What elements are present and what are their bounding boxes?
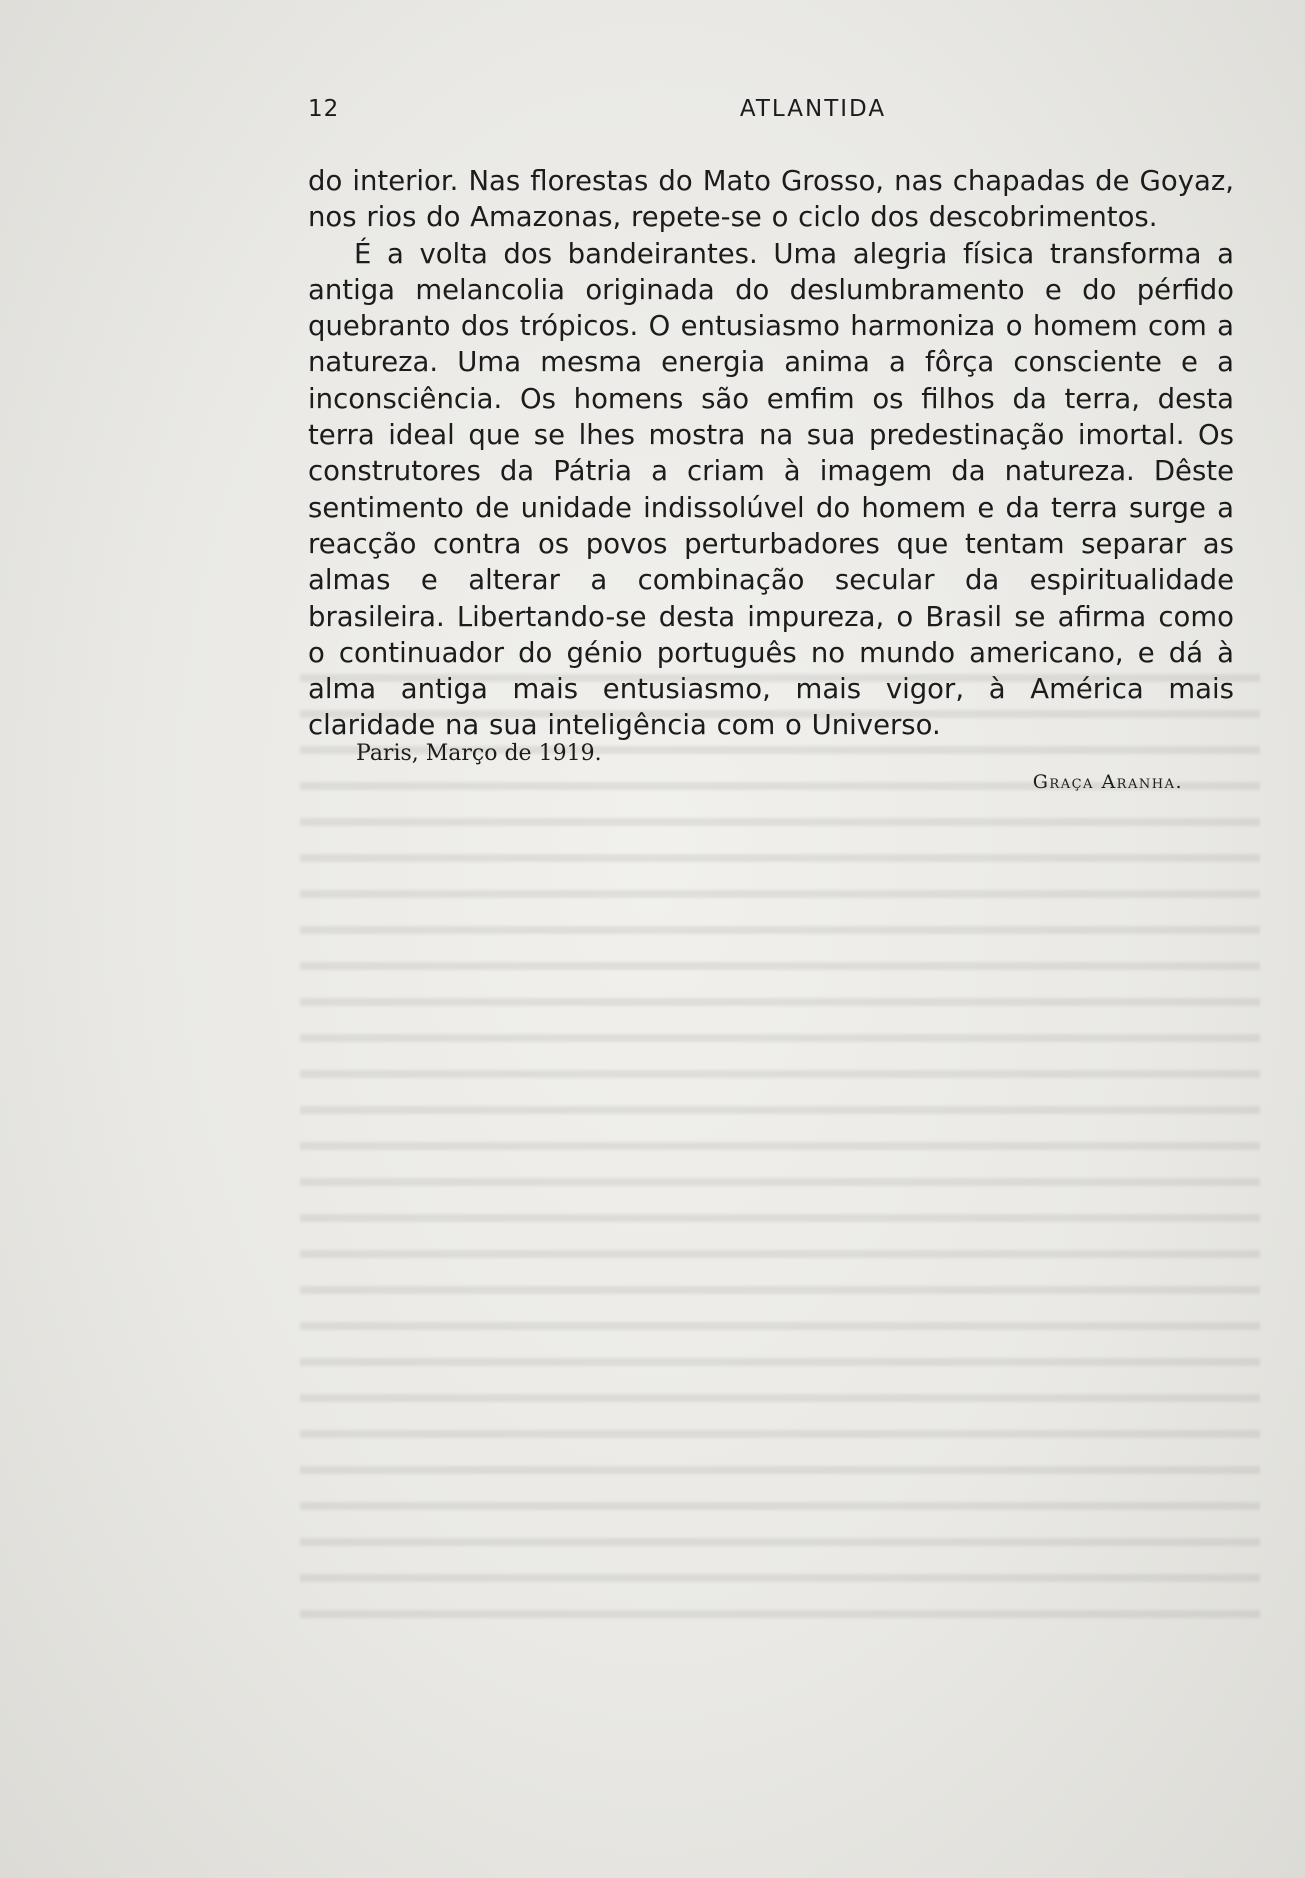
- body-text: [308, 163, 1234, 744]
- author-signature: Graça Aranha.: [1032, 771, 1183, 793]
- signature-block: [308, 741, 1238, 811]
- paragraph-2: É a volta dos bandeirantes. Uma alegria física transforma a antiga melancolia originada do deslumbramento e do pérfido quebranto dos trópicos. O entusiasmo harmoniza o homem com a natureza. Uma mesma energia anima a fôrça consciente e a inconsciência. Os homens são emfim os filhos da terra, desta terra ideal que se lhes mostra na sua predestinação imortal. Os construtores da Pátria a criam à imagem da natureza. Dêste sentimento de unidade indissolúvel do homem e da terra surge a reacção contra os povos perturbadores que tentam separar as almas e alterar a combinação secular da espiritualidade brasileira. Libertando-se desta impureza, o Brasil se afirma como o continuador do génio português no mundo americano, e dá à alma antiga mais entusiasmo, mais vigor, à América mais claridade na sua inteligência com o Universo.: [308, 237, 1234, 742]
- paragraph-1: do interior. Nas florestas do Mato Grosso, nas chapadas de Goyaz, nos rios do Amazonas, repete-se o ciclo dos descobrimentos.: [308, 165, 1234, 234]
- page-header: [308, 96, 1238, 132]
- page-number: 12: [308, 96, 340, 122]
- running-title: ATLANTIDA: [739, 96, 887, 122]
- place-date: Paris, Março de 1919.: [356, 741, 602, 766]
